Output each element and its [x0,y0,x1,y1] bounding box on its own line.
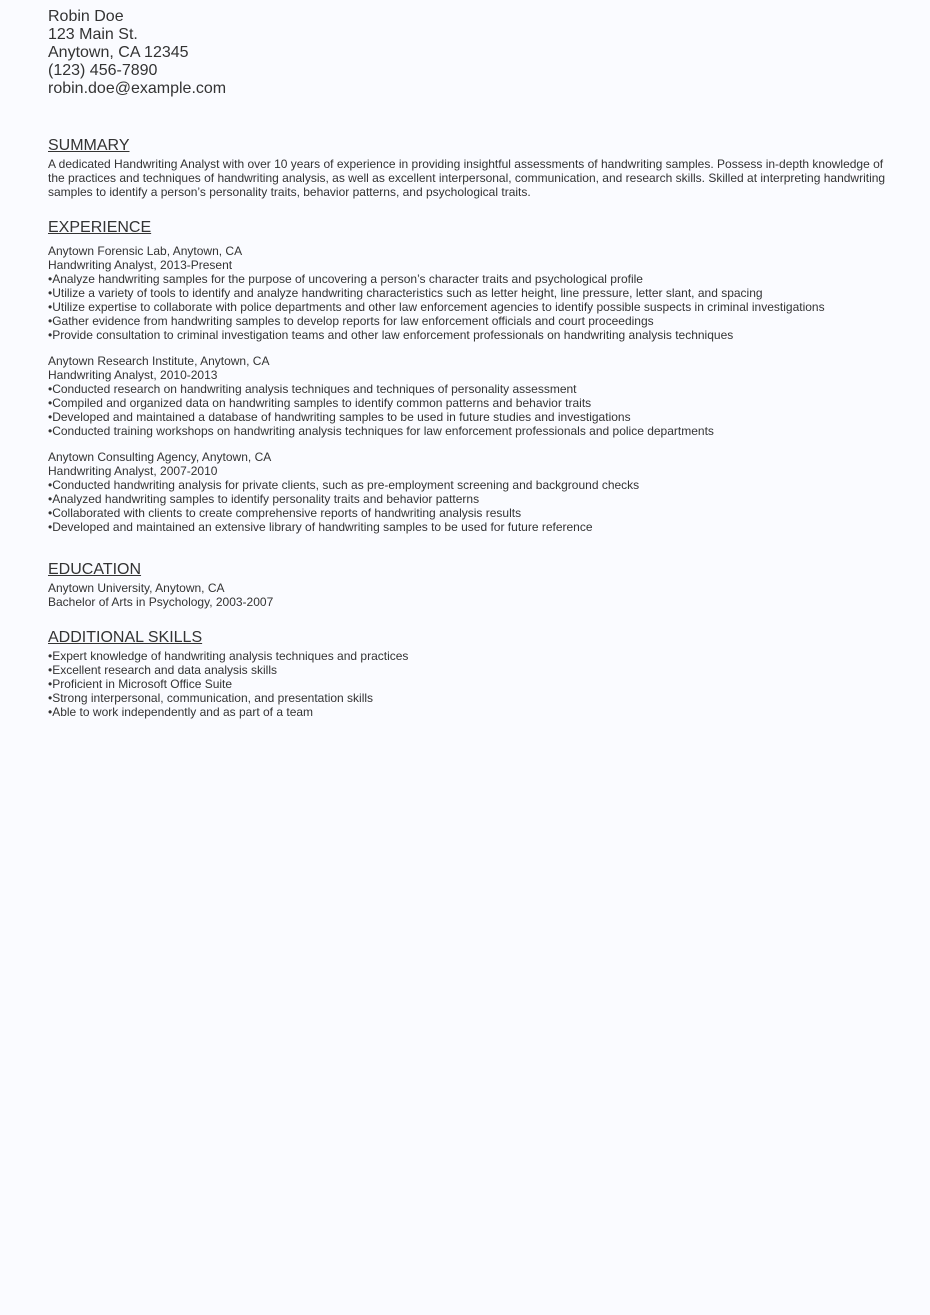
job-employer: Anytown Forensic Lab, Anytown, CA [48,244,243,258]
job-employer: Anytown Consulting Agency, Anytown, CA [48,450,272,464]
skill-item: • Strong interpersonal, communication, and presentation skills [48,691,888,705]
job-bullet: • Developed and maintained a database of handwriting samples to be used in future studies and investigations [48,410,888,424]
education-school: Anytown University, Anytown, CA [48,581,225,595]
job-title: Handwriting Analyst, 2007-2010 [48,464,218,478]
job-entry [48,450,888,534]
education-degree: Bachelor of Arts in Psychology, 2003-2007 [48,595,274,609]
job-bullet: • Utilize expertise to collaborate with police departments and other law enforcement agencies to identify possible suspects in criminal investigations [48,300,888,314]
contact-street: 123 Main St. [48,26,138,43]
experience-heading: EXPERIENCE [48,219,152,236]
contact-city: Anytown, CA 12345 [48,44,189,61]
job-bullet: • Developed and maintained an extensive library of handwriting samples to be used for future reference [48,520,888,534]
skills-list [48,649,888,719]
education-entry [48,581,888,609]
job-bullet: • Analyzed handwriting samples to identify personality traits and behavior patterns [48,492,888,506]
summary-text: A dedicated Handwriting Analyst with over 10 years of experience in providing insightful assessments of handwriting samples. Possess in-depth knowledge of the practices and techniques of handwriting analysis, as well as excellent interpersonal, communication, and research skills. Skilled at interpreting handwriting samples to identify a person’s personality traits, behavior patterns, and psychological traits. [48,157,886,199]
job-bullet: • Analyze handwriting samples for the purpose of uncovering a person’s character traits and psychological profile [48,272,888,286]
job-bullet: • Utilize a variety of tools to identify and analyze handwriting characteristics such as letter height, line pressure, letter slant, and spacing [48,286,888,300]
skill-item: • Proficient in Microsoft Office Suite [48,677,888,691]
contact-phone: (123) 456-7890 [48,62,158,79]
job-entry [48,244,888,342]
contact-email: robin.doe@example.com [48,80,227,97]
skills-heading: ADDITIONAL SKILLS [48,629,203,646]
job-bullet: • Conducted training workshops on handwriting analysis techniques for law enforcement professionals and police departments [48,424,888,438]
job-employer: Anytown Research Institute, Anytown, CA [48,354,270,368]
job-bullet: • Conducted research on handwriting analysis techniques and techniques of personality assessment [48,382,888,396]
summary-heading: SUMMARY [48,137,130,154]
job-bullet: • Collaborated with clients to create comprehensive reports of handwriting analysis results [48,506,888,520]
skill-item: • Excellent research and data analysis skills [48,663,888,677]
job-entry [48,354,888,438]
contact-block [48,8,888,98]
resume-page [48,8,888,719]
skill-item: • Able to work independently and as part of a team [48,705,888,719]
skill-item: • Expert knowledge of handwriting analysis techniques and practices [48,649,888,663]
job-title: Handwriting Analyst, 2010-2013 [48,368,218,382]
job-bullet: • Compiled and organized data on handwriting samples to identify common patterns and behavior traits [48,396,888,410]
job-bullet: • Provide consultation to criminal investigation teams and other law enforcement professionals on handwriting analysis techniques [48,328,888,342]
education-heading: EDUCATION [48,561,142,578]
job-bullet: • Conducted handwriting analysis for private clients, such as pre-employment screening and background checks [48,478,888,492]
contact-name: Robin Doe [48,8,124,25]
job-bullet: • Gather evidence from handwriting samples to develop reports for law enforcement officials and court proceedings [48,314,888,328]
job-title: Handwriting Analyst, 2013-Present [48,258,233,272]
